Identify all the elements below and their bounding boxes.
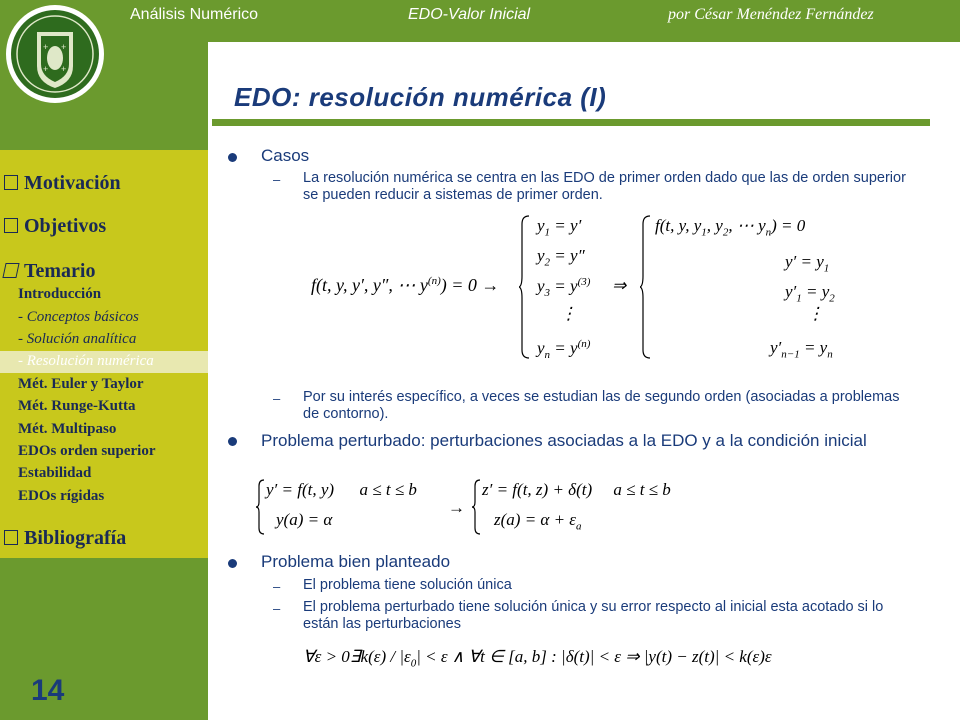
svg-text:+: + <box>43 64 49 74</box>
bullet-bien-planteado: Problema bien planteado <box>261 552 451 571</box>
eq-well-posed: ∀ε > 0∃k(ε) / $|\varepsilon_0| < \varepsilon$ ∧ ∀t ∈ [a, b] : |δ(t)| < ε ⇒ |y(t) − z(t)| < k(ε)ε <box>303 647 772 670</box>
right-brace <box>472 478 482 536</box>
open-folder-icon <box>2 263 19 278</box>
course-name: Análisis Numérico <box>130 6 259 23</box>
university-crest-logo <box>3 2 107 106</box>
bullet-icon <box>228 559 237 568</box>
eq-yn: $y_n = y^{(n)}$ <box>537 338 591 362</box>
sub-segundo-orden: Por su interés específico, a veces se estudian las de segundo orden (asociadas a problemas de contorno). <box>303 389 900 422</box>
nav-item-runge-kutta[interactable]: Mét. Runge-Kutta <box>18 398 136 414</box>
eq-vdots: ⋮ <box>560 304 577 323</box>
dash-icon: – <box>273 391 281 406</box>
eq-original-ode: y′ = f(t, y) a ≤ t ≤ b <box>266 480 417 499</box>
eq-sys-n: $y'_{n-1} = y_n$ <box>770 338 833 361</box>
eq-system-f: f(t, y, $y_1$, $y_2$, ⋯ $y_n) = 0$ <box>655 216 806 239</box>
nav-item-resolucion-numerica[interactable]: - Resolución numérica <box>18 353 154 369</box>
nav-temario[interactable]: Temario <box>4 260 95 283</box>
bullet-icon <box>228 437 237 446</box>
nav-item-orden-superior[interactable]: EDOs orden superior <box>18 443 156 459</box>
equation-general-edo: f(t, y, y′, y″, ⋯ $y^{(n)}) = 0$ → <box>311 275 500 295</box>
eq-y2: $y_2 = y''$ <box>537 246 585 269</box>
nav-item-multipaso[interactable]: Mét. Multipaso <box>18 421 117 437</box>
topic-name: EDO-Valor Inicial <box>408 6 531 23</box>
eq-perturbed-ic: $z(a) = \alpha + \varepsilon_a$ <box>494 510 582 533</box>
checkbox-icon <box>4 530 18 545</box>
title-divider <box>212 119 930 126</box>
left-brace <box>256 478 266 536</box>
nav-motivacion[interactable]: Motivación <box>4 172 121 195</box>
nav-item-conceptos[interactable]: - Conceptos básicos <box>18 309 139 325</box>
right-brace <box>640 214 652 360</box>
dash-icon: – <box>273 172 281 187</box>
eq-sys-2: $y'_1 = y_2$ <box>785 282 835 305</box>
eq-sys-1: $y' = y_1$ <box>785 252 830 275</box>
nav-item-estabilidad[interactable]: Estabilidad <box>18 465 92 481</box>
svg-text:+: + <box>43 42 49 52</box>
sub-primer-orden: La resolución numérica se centra en las EDO de primer orden dado que las de orden superior se pueden reducir a sistemas de primer orden. <box>303 170 906 203</box>
svg-text:+: + <box>61 64 67 74</box>
nav-bibliografia[interactable]: Bibliografía <box>4 527 126 550</box>
eq-original-ic: y(a) = α <box>276 510 333 529</box>
nav-item-solucion-analitica[interactable]: - Solución analítica <box>18 331 137 347</box>
left-brace <box>519 214 531 360</box>
sub-error-acotado: El problema perturbado tiene solución única y su error respecto al inicial esta acotado si lo están las perturbaciones <box>303 599 884 632</box>
checkbox-icon <box>4 218 18 233</box>
dash-icon: – <box>273 601 281 616</box>
eq-y3: $y_3 = y^{(3)}$ <box>537 276 591 300</box>
bullet-casos: Casos <box>261 146 310 165</box>
bullet-problema-perturbado: Problema perturbado: perturbaciones asociadas a la EDO y a la condición inicial <box>261 431 867 450</box>
nav-objetivos[interactable]: Objetivos <box>4 215 106 238</box>
eq-perturbed-ode: z′ = f(t, z) + δ(t) a ≤ t ≤ b <box>482 480 671 499</box>
dash-icon: – <box>273 579 281 594</box>
page-title: EDO: resolución numérica (I) <box>234 82 607 112</box>
nav-item-euler-taylor[interactable]: Mét. Euler y Taylor <box>18 376 144 392</box>
svg-text:+: + <box>61 42 67 52</box>
eq-y1: $y_1 = y'$ <box>537 216 582 239</box>
bullet-icon <box>228 153 237 162</box>
nav-item-introduccion[interactable]: Introducción <box>18 286 102 302</box>
eq-sys-vdots: ⋮ <box>807 304 824 323</box>
eq-implies: ⇒ <box>612 276 627 295</box>
checkbox-icon <box>4 175 18 190</box>
nav-item-rigidas[interactable]: EDOs rígidas <box>18 488 105 504</box>
slide-number: 14 <box>31 674 65 707</box>
sub-solucion-unica: El problema tiene solución única <box>303 577 512 593</box>
author-name: por César Menéndez Fernández <box>668 6 874 23</box>
eq-arrow: → <box>448 498 465 517</box>
